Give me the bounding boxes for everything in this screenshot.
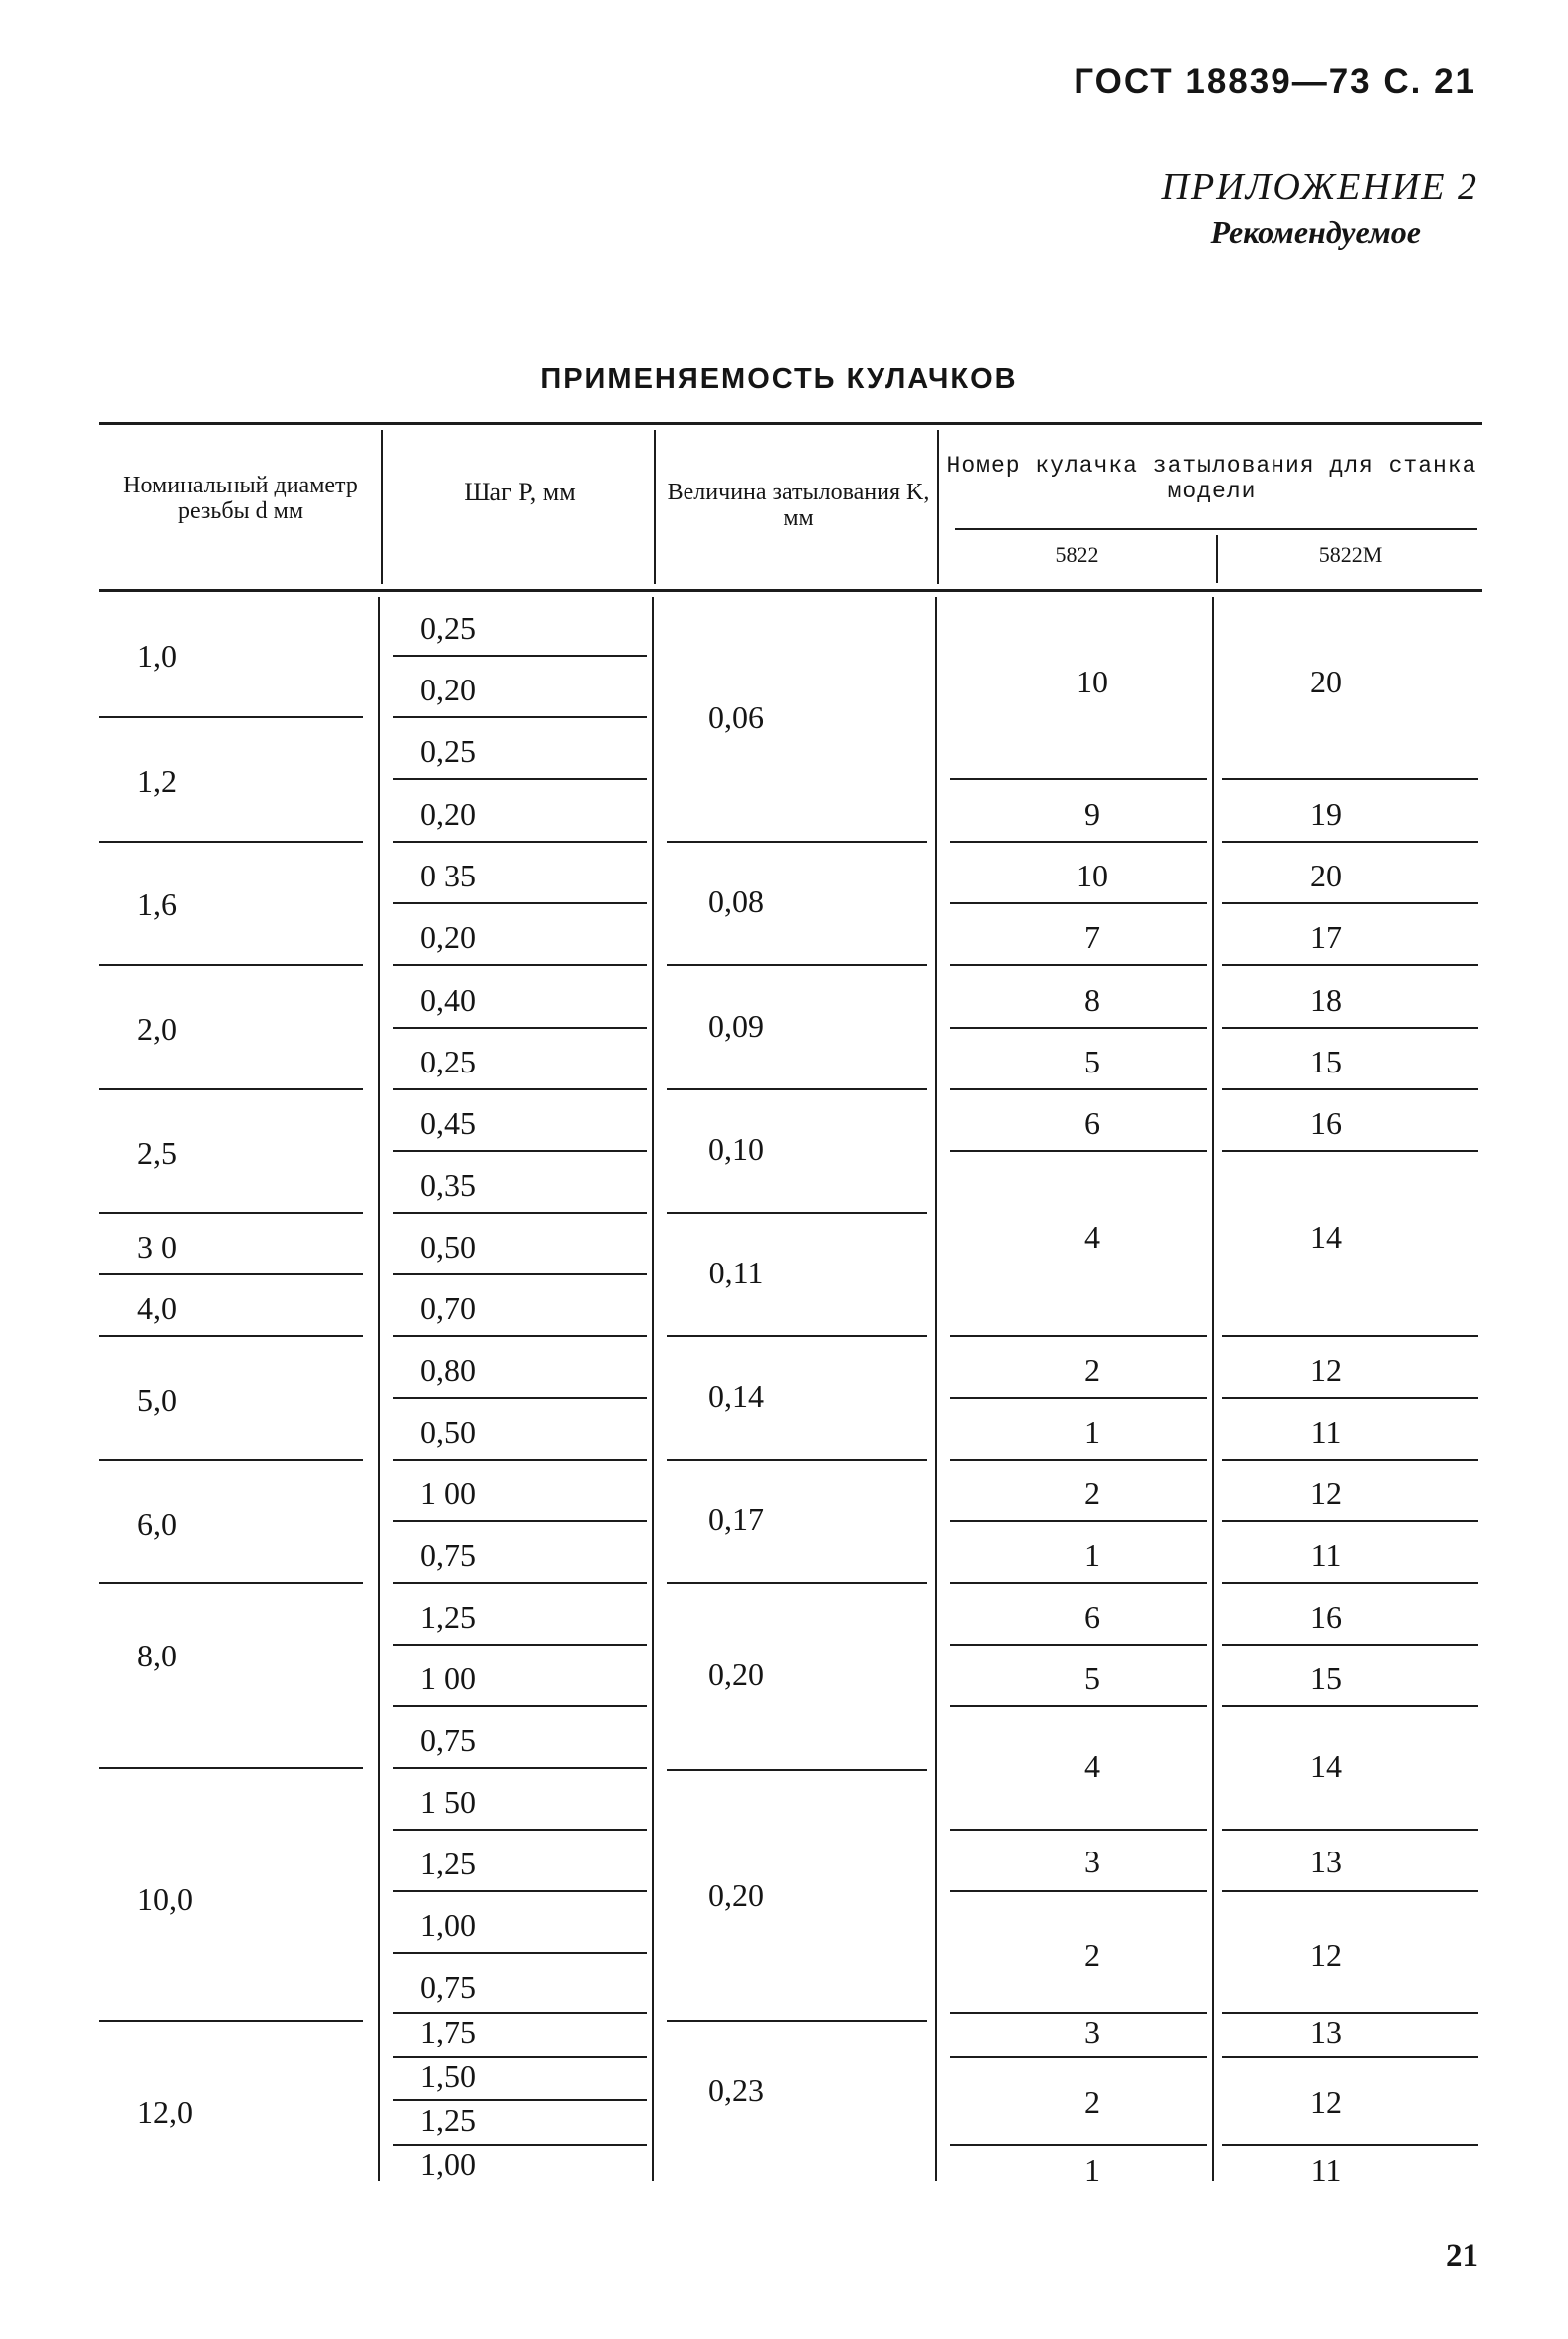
row-rule (950, 1829, 1207, 1831)
row-rule (393, 1150, 647, 1152)
pitch-value: 1,75 (420, 2014, 476, 2049)
pitch-value: 0,70 (420, 1290, 476, 1326)
cam-5822m-value: 16 (1310, 1105, 1342, 1141)
pitch-value: 1 50 (420, 1784, 476, 1820)
pitch-value: 0,50 (420, 1414, 476, 1450)
row-rule (950, 2012, 1207, 2014)
cam-5822m-value: 11 (1310, 1414, 1342, 1450)
cam-5822-value: 8 (1084, 982, 1100, 1018)
pitch-value: 0,75 (420, 1722, 476, 1758)
row-rule (950, 1397, 1207, 1399)
row-rule (950, 902, 1207, 904)
row-rule (1222, 2056, 1478, 2058)
diameter-value: 5,0 (137, 1382, 177, 1418)
row-rule (667, 1459, 927, 1461)
cam-5822-value: 10 (1077, 664, 1108, 699)
cam-5822m-value: 12 (1310, 1475, 1342, 1511)
row-rule (393, 964, 647, 966)
diameter-value: 1,2 (137, 763, 177, 799)
cam-5822m-value: 12 (1310, 1352, 1342, 1388)
row-rule (1222, 841, 1478, 843)
cam-5822m-value: 13 (1310, 2014, 1342, 2049)
diameter-value: 2,5 (137, 1135, 177, 1171)
row-rule (393, 716, 647, 718)
row-rule (667, 1212, 927, 1214)
pitch-value: 1,25 (420, 1599, 476, 1635)
row-rule (667, 2020, 927, 2022)
row-rule (1222, 1459, 1478, 1461)
row-rule (1222, 902, 1478, 904)
pitch-value: 0,45 (420, 1105, 476, 1141)
row-rule (393, 902, 647, 904)
diameter-value: 3 0 (137, 1229, 177, 1265)
row-rule (950, 1459, 1207, 1461)
cam-5822-value: 5 (1084, 1660, 1100, 1696)
backoff-value: 0,06 (708, 699, 764, 735)
cam-5822m-value: 15 (1310, 1660, 1342, 1696)
page-number: 21 (1446, 2239, 1478, 2274)
row-rule (393, 1705, 647, 1707)
pitch-value: 0,50 (420, 1229, 476, 1265)
col-header-backoff: Величина затылования K, мм (667, 480, 930, 531)
cam-5822-value: 6 (1084, 1105, 1100, 1141)
pitch-value: 0,75 (420, 1969, 476, 2005)
row-rule (99, 1335, 363, 1337)
pitch-value: 1,25 (420, 1846, 476, 1881)
diameter-value: 4,0 (137, 1290, 177, 1326)
cam-5822m-value: 16 (1310, 1599, 1342, 1635)
diameter-value: 1,6 (137, 886, 177, 922)
row-rule (950, 841, 1207, 843)
row-rule (1222, 1520, 1478, 1522)
pitch-value: 0,20 (420, 919, 476, 955)
pitch-value: 1 00 (420, 1660, 476, 1696)
row-rule (950, 1890, 1207, 1892)
row-rule (1222, 964, 1478, 966)
cam-5822-value: 6 (1084, 1599, 1100, 1635)
cam-5822m-value: 18 (1310, 982, 1342, 1018)
row-rule (1222, 2012, 1478, 2014)
cam-5822m-value: 11 (1310, 2152, 1342, 2188)
cam-5822m-value: 12 (1310, 1937, 1342, 1973)
body-divider (935, 597, 937, 2181)
pitch-value: 0,75 (420, 1537, 476, 1573)
pitch-value: 0,25 (420, 733, 476, 769)
backoff-value: 0,08 (708, 883, 764, 919)
cam-5822-value: 4 (1084, 1748, 1100, 1784)
row-rule (393, 1520, 647, 1522)
row-rule (393, 2099, 647, 2101)
row-rule (99, 2020, 363, 2022)
row-rule (667, 1582, 927, 1584)
appendix-label: ПРИЛОЖЕНИЕ 2 (1161, 166, 1478, 208)
row-rule (393, 1027, 647, 1029)
document-reference: ГОСТ 18839—73 С. 21 (1074, 62, 1476, 100)
row-rule (950, 1582, 1207, 1584)
pitch-value: 1,50 (420, 2058, 476, 2094)
cam-5822m-value: 15 (1310, 1044, 1342, 1079)
cam-5822-value: 5 (1084, 1044, 1100, 1079)
cam-5822m-value: 20 (1310, 858, 1342, 893)
backoff-value: 0,14 (708, 1378, 764, 1414)
row-rule (393, 841, 647, 843)
cam-5822-value: 10 (1077, 858, 1108, 893)
row-rule (950, 1644, 1207, 1646)
col-header-model-5822: 5822 (1055, 542, 1099, 567)
backoff-value: 0,20 (708, 1877, 764, 1913)
cam-5822m-value: 20 (1310, 664, 1342, 699)
backoff-value: 0,23 (708, 2072, 764, 2108)
cam-5822m-value: 14 (1310, 1219, 1342, 1255)
row-rule (1222, 1150, 1478, 1152)
row-rule (950, 964, 1207, 966)
row-rule (950, 1705, 1207, 1707)
table-title: ПРИМЕНЯЕМОСТЬ КУЛАЧКОВ (540, 363, 1018, 395)
row-rule (950, 2144, 1207, 2146)
cam-5822-value: 1 (1084, 1537, 1100, 1573)
row-rule (667, 964, 927, 966)
row-rule (950, 2056, 1207, 2058)
cam-5822-value: 2 (1084, 1937, 1100, 1973)
row-rule (393, 1459, 647, 1461)
row-rule (99, 716, 363, 718)
row-rule (950, 1088, 1207, 1090)
row-rule (950, 778, 1207, 780)
row-rule (99, 1767, 363, 1769)
pitch-value: 0,25 (420, 1044, 476, 1079)
row-rule (1222, 1644, 1478, 1646)
cam-5822-value: 3 (1084, 2014, 1100, 2049)
cam-5822m-value: 19 (1310, 796, 1342, 832)
cam-5822-value: 9 (1084, 796, 1100, 832)
cam-5822-value: 3 (1084, 1844, 1100, 1879)
row-rule (393, 778, 647, 780)
header-divider (654, 430, 656, 584)
backoff-value: 0,10 (708, 1131, 764, 1167)
header-bottom-rule (99, 589, 1482, 592)
table-top-rule (99, 422, 1482, 425)
backoff-value: 0,09 (708, 1008, 764, 1044)
row-rule (393, 1273, 647, 1275)
pitch-value: 0,40 (420, 982, 476, 1018)
pitch-value: 0 35 (420, 858, 476, 893)
header-subrule (955, 528, 1477, 530)
cam-5822-value: 7 (1084, 919, 1100, 955)
pitch-value: 0,20 (420, 672, 476, 707)
row-rule (1222, 1335, 1478, 1337)
row-rule (950, 1520, 1207, 1522)
body-divider (1212, 597, 1214, 2181)
row-rule (99, 1582, 363, 1584)
row-rule (1222, 1397, 1478, 1399)
cam-5822-value: 4 (1084, 1219, 1100, 1255)
cam-5822-value: 2 (1084, 1475, 1100, 1511)
row-rule (393, 1829, 647, 1831)
row-rule (667, 1335, 927, 1337)
pitch-value: 1,00 (420, 1907, 476, 1943)
row-rule (1222, 778, 1478, 780)
backoff-value: 0,11 (708, 1255, 764, 1290)
pitch-value: 0,20 (420, 796, 476, 832)
pitch-value: 1 00 (420, 1475, 476, 1511)
row-rule (1222, 1582, 1478, 1584)
diameter-value: 12,0 (137, 2094, 193, 2130)
row-rule (393, 1890, 647, 1892)
pitch-value: 1,25 (420, 2102, 476, 2138)
header-divider (937, 430, 939, 584)
appendix-status: Рекомендуемое (1210, 214, 1421, 250)
row-rule (1222, 1705, 1478, 1707)
col-header-cam-number: Номер кулачка затылования для станка модели (946, 453, 1477, 504)
row-rule (1222, 1829, 1478, 1831)
cam-5822-value: 2 (1084, 2084, 1100, 2120)
row-rule (99, 1212, 363, 1214)
row-rule (393, 1582, 647, 1584)
diameter-value: 10,0 (137, 1881, 193, 1917)
cam-5822m-value: 14 (1310, 1748, 1342, 1784)
diameter-value: 2,0 (137, 1011, 177, 1047)
row-rule (99, 964, 363, 966)
row-rule (393, 1088, 647, 1090)
row-rule (393, 1767, 647, 1769)
body-divider (378, 597, 380, 2181)
row-rule (667, 1769, 927, 1771)
cam-5822m-value: 11 (1310, 1537, 1342, 1573)
col-header-diameter: Номинальный диаметр резьбы d мм (123, 473, 358, 524)
diameter-value: 8,0 (137, 1638, 177, 1673)
cam-5822m-value: 12 (1310, 2084, 1342, 2120)
row-rule (950, 1335, 1207, 1337)
body-divider (652, 597, 654, 2181)
row-rule (667, 841, 927, 843)
row-rule (393, 1644, 647, 1646)
row-rule (1222, 2144, 1478, 2146)
row-rule (393, 1952, 647, 1954)
pitch-value: 0,35 (420, 1167, 476, 1203)
row-rule (393, 1335, 647, 1337)
col-header-pitch: Шаг P, мм (464, 478, 576, 506)
row-rule (99, 1459, 363, 1461)
backoff-value: 0,17 (708, 1501, 764, 1537)
row-rule (1222, 1890, 1478, 1892)
row-rule (1222, 1027, 1478, 1029)
pitch-value: 1,00 (420, 2146, 476, 2182)
cam-5822m-value: 13 (1310, 1844, 1342, 1879)
row-rule (950, 1150, 1207, 1152)
row-rule (99, 841, 363, 843)
cam-5822-value: 2 (1084, 1352, 1100, 1388)
row-rule (393, 1397, 647, 1399)
row-rule (393, 655, 647, 657)
row-rule (1222, 1088, 1478, 1090)
cam-5822-value: 1 (1084, 2152, 1100, 2188)
col-header-model-5822m: 5822М (1318, 542, 1383, 567)
header-divider (381, 430, 383, 584)
diameter-value: 6,0 (137, 1506, 177, 1542)
row-rule (99, 1088, 363, 1090)
pitch-value: 0,80 (420, 1352, 476, 1388)
header-divider (1216, 535, 1218, 583)
row-rule (99, 1273, 363, 1275)
cam-5822m-value: 17 (1310, 919, 1342, 955)
pitch-value: 0,25 (420, 610, 476, 646)
row-rule (950, 1027, 1207, 1029)
cam-5822-value: 1 (1084, 1414, 1100, 1450)
row-rule (393, 1212, 647, 1214)
row-rule (667, 1088, 927, 1090)
diameter-value: 1,0 (137, 638, 177, 674)
backoff-value: 0,20 (708, 1657, 764, 1692)
